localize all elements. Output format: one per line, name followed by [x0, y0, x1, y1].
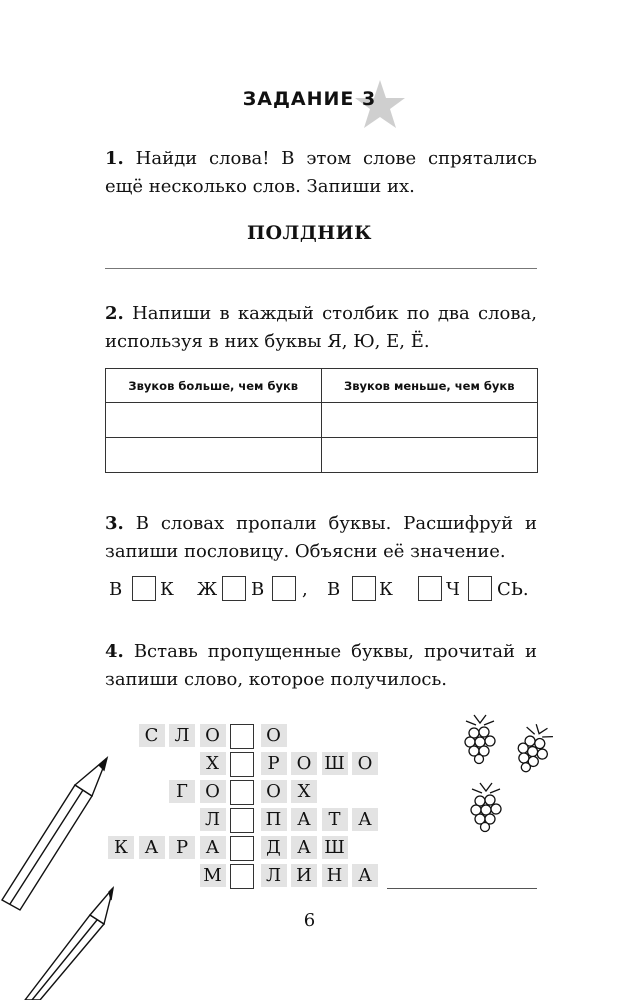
grid-letter: О: [291, 752, 317, 775]
grid-letter: О: [352, 752, 378, 775]
grid-letter: А: [139, 836, 165, 859]
page-number: 6: [303, 910, 316, 931]
grid-letter: Л: [261, 864, 287, 887]
puzzle-letter: К: [160, 579, 174, 600]
missing-letter-box[interactable]: [352, 576, 376, 601]
grid-letter: С: [139, 724, 165, 747]
table-cell[interactable]: [106, 438, 322, 473]
task-2: [105, 300, 537, 356]
grid-letter: Ш: [322, 836, 348, 859]
table-cell[interactable]: [321, 438, 537, 473]
task-1: [105, 145, 537, 201]
missing-letter-box[interactable]: [418, 576, 442, 601]
task-2-text: Напиши в каждый столбик по два слова, используя в них буквы Я, Ю, Е, Ё.: [105, 303, 537, 352]
missing-letter-box[interactable]: [230, 724, 254, 749]
grid-letter: И: [291, 864, 317, 887]
page-title: ЗАДАНИЕ 3: [242, 88, 377, 110]
task-1-word: ПОЛДНИК: [247, 222, 372, 244]
grid-letter: К: [108, 836, 134, 859]
grid-letter: Г: [169, 780, 195, 803]
grid-letter: Р: [261, 752, 287, 775]
task-4-text: Вставь пропущенные буквы, прочитай и запиши слово, которое получилось.: [105, 641, 537, 690]
grid-letter: А: [291, 808, 317, 831]
grid-letter: А: [352, 808, 378, 831]
answer-line-4[interactable]: [387, 888, 537, 889]
grid-letter: Х: [200, 752, 226, 775]
column-header-more-sounds: Звуков больше, чем букв: [106, 369, 322, 403]
grid-letter: О: [200, 724, 226, 747]
grid-letter: Л: [200, 808, 226, 831]
missing-letter-box[interactable]: [132, 576, 156, 601]
grid-letter: Т: [322, 808, 348, 831]
grid-letter: Х: [291, 780, 317, 803]
grid-letter: М: [200, 864, 226, 887]
raspberry-icon: [450, 700, 560, 850]
grid-letter: Р: [169, 836, 195, 859]
grid-letter: Л: [169, 724, 195, 747]
puzzle-letter: К: [379, 579, 393, 600]
missing-letter-box[interactable]: [230, 752, 254, 777]
table-cell[interactable]: [106, 403, 322, 438]
missing-letter-box[interactable]: [230, 780, 254, 805]
column-header-fewer-sounds: Звуков меньше, чем букв: [321, 369, 537, 403]
task-3-number: 3.: [105, 513, 124, 534]
puzzle-letter: СЬ.: [497, 579, 529, 600]
grid-letter: О: [200, 780, 226, 803]
puzzle-comma: ,: [302, 579, 308, 600]
answer-line-1[interactable]: [105, 268, 537, 269]
puzzle-letter: В: [109, 579, 123, 600]
puzzle-letter: В: [251, 579, 265, 600]
grid-letter: О: [261, 780, 287, 803]
answer-table: [105, 368, 538, 473]
puzzle-letter: Ж: [197, 579, 218, 600]
missing-letter-box[interactable]: [230, 864, 254, 889]
puzzle-letter: Ч: [446, 579, 460, 600]
grid-letter: Ш: [322, 752, 348, 775]
pencil-icon: [0, 750, 135, 1000]
missing-letter-box[interactable]: [272, 576, 296, 601]
grid-letter: Д: [261, 836, 287, 859]
grid-letter: Н: [322, 864, 348, 887]
grid-letter: А: [200, 836, 226, 859]
task-1-text: Найди слова! В этом слове спрятались ещё несколько слов. Запиши их.: [105, 148, 537, 197]
task-1-number: 1.: [105, 148, 124, 169]
task-3: [105, 510, 537, 566]
task-3-text: В словах пропали буквы. Расшифруй и запиши пословицу. Объясни её значение.: [105, 513, 537, 562]
missing-letter-box[interactable]: [222, 576, 246, 601]
task-4: [105, 638, 537, 694]
missing-letter-box[interactable]: [230, 836, 254, 861]
proverb-puzzle: [105, 576, 545, 606]
missing-letter-box[interactable]: [468, 576, 492, 601]
grid-letter: П: [261, 808, 287, 831]
table-cell[interactable]: [321, 403, 537, 438]
task-4-number: 4.: [105, 641, 124, 662]
puzzle-letter: В: [327, 579, 341, 600]
grid-letter: А: [291, 836, 317, 859]
grid-letter: О: [261, 724, 287, 747]
grid-letter: А: [352, 864, 378, 887]
task-2-number: 2.: [105, 303, 124, 324]
missing-letter-box[interactable]: [230, 808, 254, 833]
task-header: [0, 88, 619, 110]
